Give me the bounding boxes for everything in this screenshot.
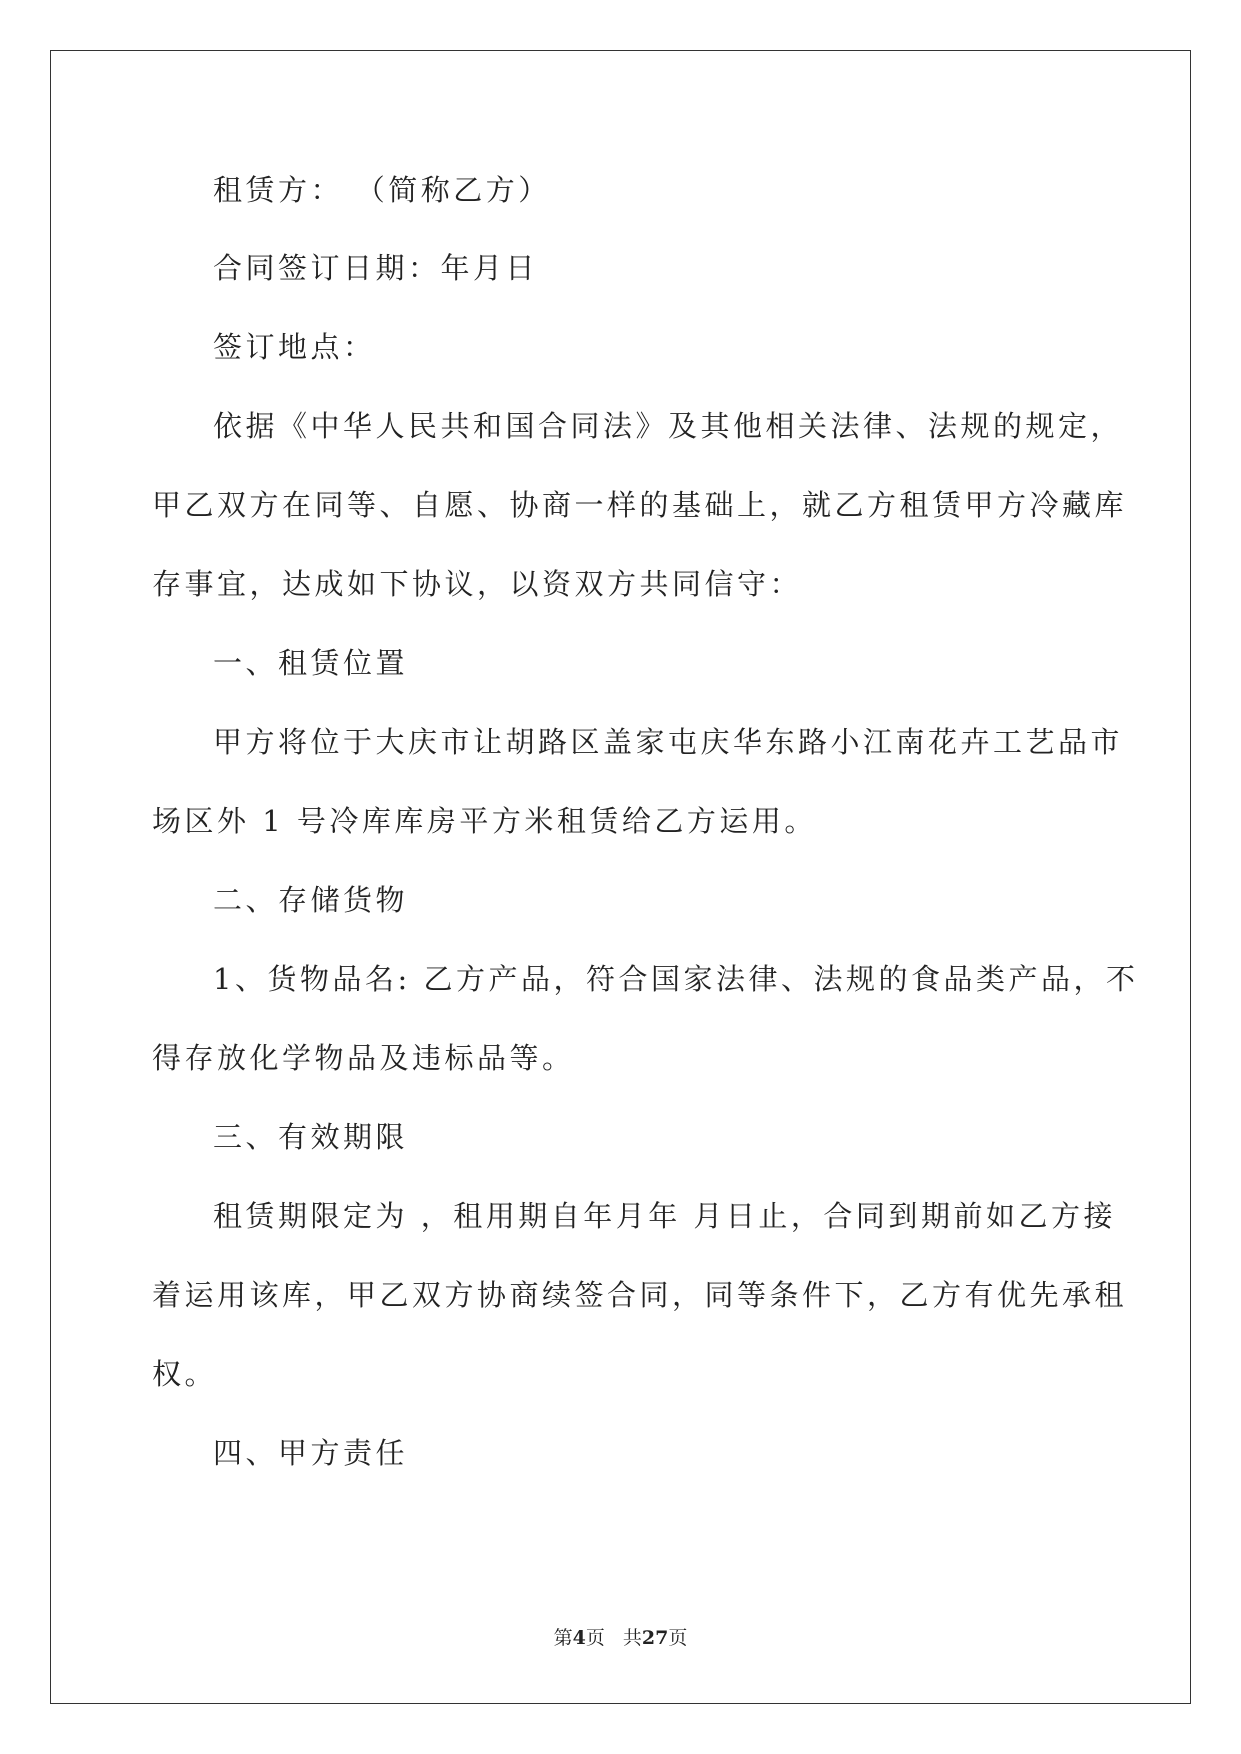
preamble-line-2: 甲乙双方在同等、自愿、协商一样的基础上，就乙方租赁甲方冷藏库 — [152, 488, 1128, 522]
signing-date-line: 合同签订日期：年月日 — [213, 251, 539, 285]
section-heading-goods: 二、存储货物 — [213, 883, 409, 917]
term-clause-line-3: 权。 — [152, 1357, 218, 1391]
lessee-line: 租赁方： （简称乙方） — [213, 173, 551, 207]
preamble-line-3: 存事宜，达成如下协议，以资双方共同信守： — [152, 567, 803, 601]
page-footer — [0, 1626, 1241, 1650]
location-clause-line-1: 甲方将位于大庆市让胡路区盖家屯庆华东路小江南花卉工艺品市 — [213, 725, 1124, 759]
term-clause-line-1: 租赁期限定为 ，租用期自年月年 月日止，合同到期前如乙方接 — [213, 1199, 1116, 1233]
footer-total-prefix: 共 — [622, 1627, 642, 1649]
footer-total-unit: 页 — [668, 1627, 688, 1649]
section-heading-term: 三、有效期限 — [213, 1120, 409, 1154]
section-heading-location: 一、租赁位置 — [213, 646, 409, 680]
goods-clause-line-1: 1、货物品名: 乙方产品，符合国家法律、法规的食品类产品，不 — [213, 962, 1139, 996]
term-clause-line-2: 着运用该库，甲乙双方协商续签合同，同等条件下，乙方有优先承租 — [152, 1278, 1128, 1312]
location-clause-line-2: 场区外 1 号冷库库房平方米租赁给乙方运用。 — [152, 804, 817, 838]
preamble-line-1: 依据《中华人民共和国合同法》及其他相关法律、法规的规定， — [213, 409, 1124, 443]
section-heading-lessor-duties: 四、甲方责任 — [213, 1436, 409, 1470]
signing-place-line: 签订地点： — [213, 330, 376, 364]
goods-clause-line-2: 得存放化学物品及违标品等。 — [152, 1041, 575, 1075]
footer-total-pages: 27 — [641, 1627, 669, 1649]
footer-page-number: 4 — [572, 1627, 586, 1649]
footer-page-prefix: 第 — [553, 1627, 573, 1649]
footer-page-unit: 页 — [585, 1627, 605, 1649]
